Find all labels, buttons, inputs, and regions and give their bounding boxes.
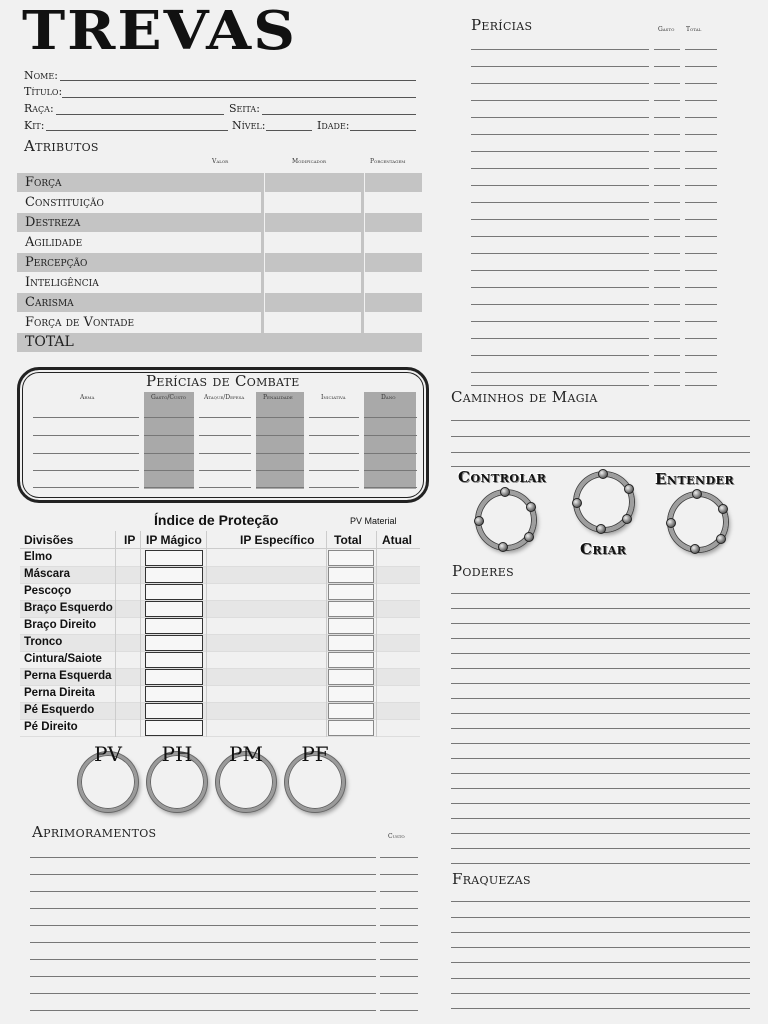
caminhos-title: Caminhos de Magia [451,388,598,406]
percepcao-valor[interactable] [265,253,361,272]
total-box[interactable] [328,720,374,736]
agilidade-porcentagem[interactable] [365,233,422,252]
protection-title: Índice de Proteção [154,512,279,528]
modificador-col-header: Modificador [292,158,327,165]
header-total: Total [334,533,362,547]
total-box[interactable] [328,686,374,702]
pf-label: PF [301,742,329,766]
ip-magico-box[interactable] [145,601,203,617]
destreza-porcentagem[interactable] [365,213,422,232]
header-ip-especifico: IP Específico [240,533,315,547]
fraquezas-lines[interactable] [451,886,751,1016]
raca-field[interactable] [56,114,224,115]
prot-col-divider [376,531,377,737]
combat-col-gasto: Gasto/Custo [151,394,187,401]
ip-magico-box[interactable] [145,618,203,634]
constituicao-valor[interactable] [265,193,361,212]
controlar-label: Controlar [458,468,547,486]
prot-row-label: Perna Direita [24,687,95,699]
constituicao-porcentagem[interactable] [365,193,422,212]
entender-ring[interactable] [668,492,728,552]
prot-col-divider [326,531,327,737]
destreza-valor[interactable] [265,213,361,232]
total-box[interactable] [328,635,374,651]
ip-magico-box[interactable] [145,669,203,685]
total-box[interactable] [328,550,374,566]
header-ip: IP [124,533,136,547]
attr-label: Agilidade [25,235,83,250]
combat-col-ataque: Ataque/Defesa [204,394,245,401]
gasto-col-header: Gasto [658,26,675,33]
ph-label: PH [161,742,193,766]
attr-label: Constituição [25,195,104,210]
attr-divider [361,173,364,333]
ip-magico-box[interactable] [145,584,203,600]
caminhos-lines[interactable] [451,405,751,465]
nivel-label: Nível: [232,119,266,132]
kit-field[interactable] [46,130,228,131]
ip-magico-box[interactable] [145,703,203,719]
agilidade-valor[interactable] [265,233,361,252]
prot-row-label: Tronco [24,636,63,648]
prot-row-label: Elmo [24,551,53,563]
total-box[interactable] [328,584,374,600]
prot-row-label: Pescoço [24,585,72,597]
pericias-lines[interactable] [471,33,717,388]
total-box[interactable] [328,567,374,583]
combat-lines[interactable] [33,417,417,492]
custo-col-header: Custo [388,833,405,840]
sheet-title: TREVAS [22,0,297,62]
header-divisoes: Divisões [24,533,74,547]
entender-label: Entender [655,470,735,488]
total-box[interactable] [328,703,374,719]
prot-row-label: Braço Direito [24,619,97,631]
attr-divider [261,173,264,333]
ip-magico-box[interactable] [145,652,203,668]
criar-ring[interactable] [574,472,634,532]
prot-col-divider [115,531,116,737]
ip-magico-box[interactable] [145,567,203,583]
titulo-field[interactable] [62,97,416,98]
prot-col-divider [206,531,207,737]
combat-title: Perícias de Combate [146,372,300,390]
vontade-valor[interactable] [265,313,361,332]
combat-col-arma: Arma [80,394,95,401]
total-box[interactable] [328,669,374,685]
nivel-field[interactable] [266,130,312,131]
prot-row-label: Cintura/Saiote [24,653,102,665]
inteligencia-porcentagem[interactable] [365,273,422,292]
total-col-header: Total [686,26,702,33]
header-ip-magico: IP Mágico [146,533,202,547]
titulo-label: Título: [24,85,63,98]
idade-field[interactable] [350,130,416,131]
fraquezas-title: Fraquezas [452,870,531,888]
seita-field[interactable] [262,114,416,115]
prot-row-label: Perna Esquerda [24,670,112,682]
attr-label: Destreza [25,215,81,230]
ip-magico-box[interactable] [145,686,203,702]
pv-label: PV [94,742,122,766]
attr-label: Carisma [25,295,74,310]
total-box[interactable] [328,652,374,668]
porcentagem-col-header: Porcentagem [370,158,406,165]
pericias-title: Perícias [471,16,533,34]
attr-label: Força de Vontade [25,315,135,330]
controlar-ring[interactable] [476,490,536,550]
prot-row-label: Braço Esquerdo [24,602,113,614]
raca-label: Raça: [24,102,54,115]
poderes-lines[interactable] [451,578,751,870]
nome-label: Nome: [24,69,58,82]
seita-label: Seita: [229,102,260,115]
ip-magico-box[interactable] [145,635,203,651]
attr-label: Inteligência [25,275,99,290]
atributos-title: Atributos [24,137,99,155]
prot-row-label: Pé Esquerdo [24,704,95,716]
vontade-porcentagem[interactable] [365,313,422,332]
carisma-valor[interactable] [265,293,361,312]
total-box[interactable] [328,601,374,617]
pv-material-label: PV Material [350,516,397,526]
idade-label: Idade: [317,119,350,132]
aprimoramentos-title: Aprimoramentos [32,823,157,841]
ip-magico-box[interactable] [145,720,203,736]
criar-label: Criar [580,540,627,558]
total-box[interactable] [328,618,374,634]
forca-valor[interactable] [265,173,361,192]
percepcao-porcentagem[interactable] [365,253,422,272]
carisma-porcentagem[interactable] [365,293,422,312]
protection-header-row [20,531,420,549]
total-label: TOTAL [25,334,74,350]
combat-col-penalidade: Penalidade [263,394,293,401]
combat-col-dano: Dano [381,394,396,401]
valor-col-header: Valor [212,158,229,165]
prot-row-label: Máscara [24,568,71,580]
forca-porcentagem[interactable] [365,173,422,192]
poderes-title: Poderes [452,562,514,580]
prot-row-label: Pé Direito [24,721,78,733]
attr-row-total [17,333,422,352]
kit-label: Kit: [24,119,45,132]
inteligencia-valor[interactable] [265,273,361,292]
pm-label: PM [229,742,263,766]
attr-label: Força [25,175,62,190]
nome-field[interactable] [60,80,416,81]
header-atual: Atual [382,533,412,547]
attr-label: Percepção [25,255,88,270]
combat-col-iniciativa: Iniciativa [321,394,346,401]
aprimoramentos-lines[interactable] [30,840,420,1020]
prot-col-divider [140,531,141,737]
ip-magico-box[interactable] [145,550,203,566]
